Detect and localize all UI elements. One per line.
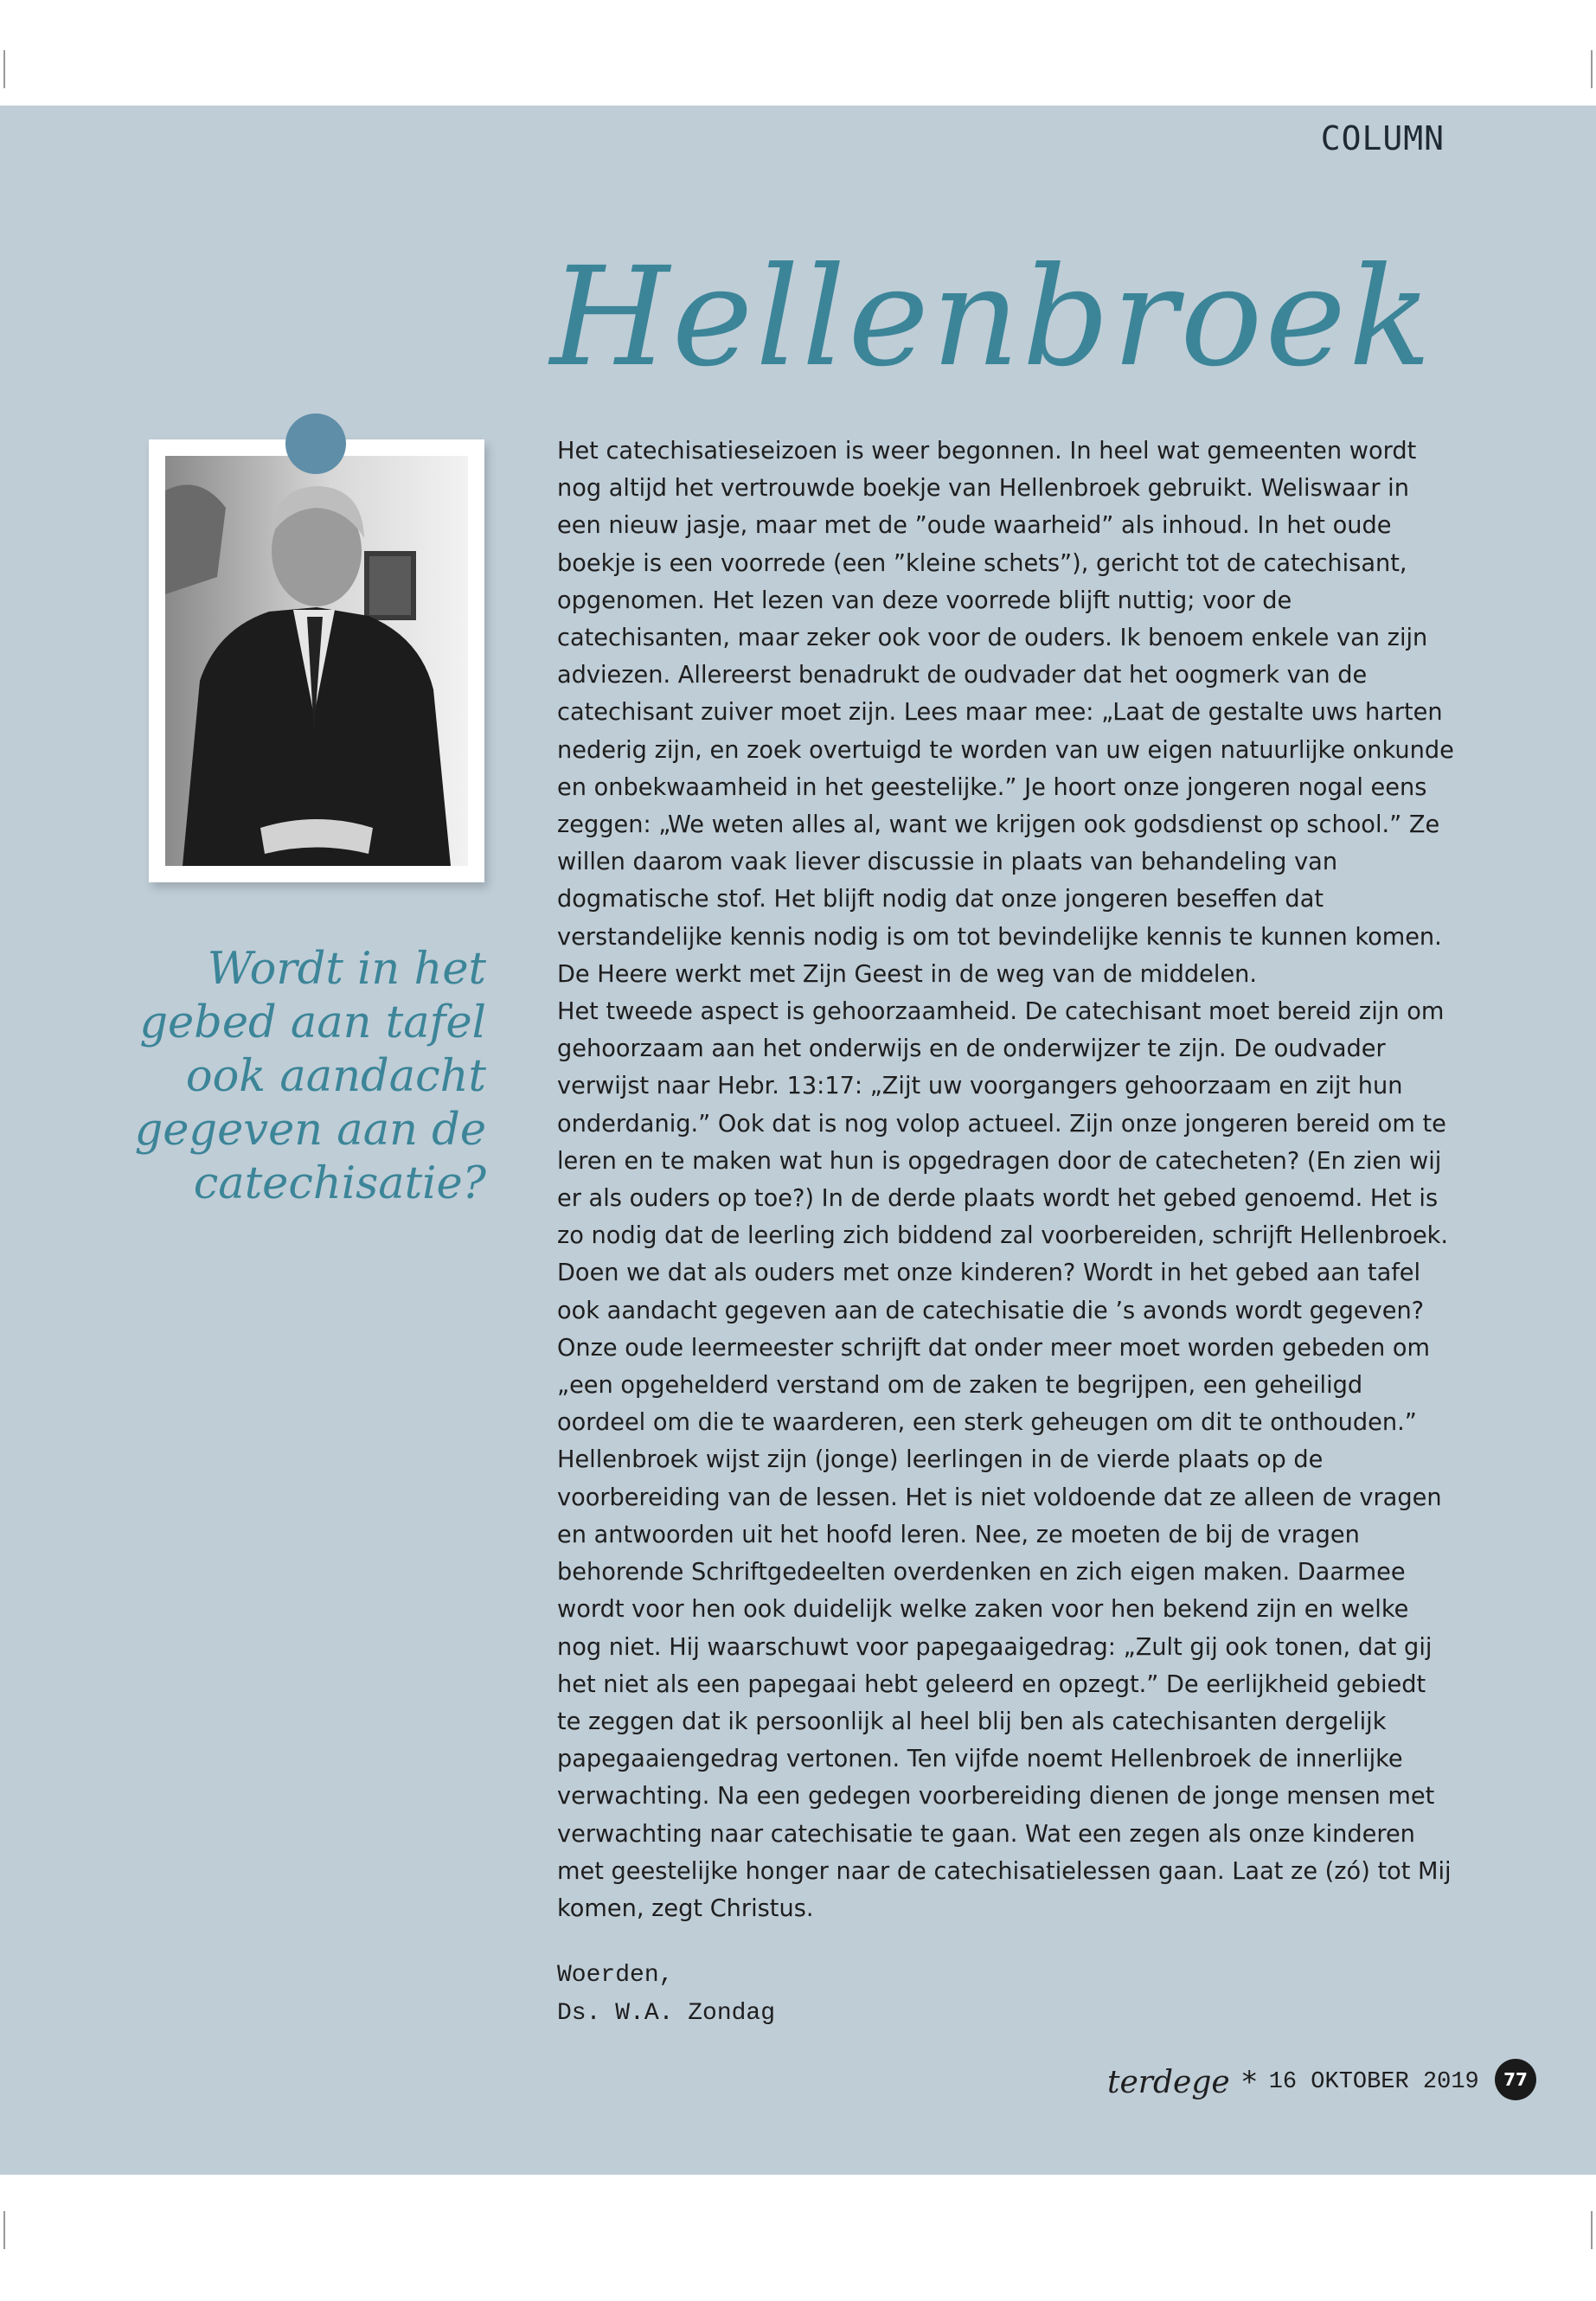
article-title: Hellenbroek bbox=[550, 238, 1434, 397]
crop-mark-bottom-right bbox=[1591, 2211, 1593, 2249]
section-label: COLUMN bbox=[1320, 119, 1445, 157]
article-body bbox=[557, 433, 1457, 1927]
body-paragraph: Het tweede aspect is gehoorzaamheid. De catechisant moet bereid zijn om gehoorzaam aan het onderwijs en de onderwijzer te zijn. De oudvader verwijst naar Hebr. 13:17: „Zijt uw voorgangers gehoorzaam en zijt hun onderdanig.” Ook dat is nog volop actueel. Zijn onze jongeren bereid om te leren en te maken wat hun is opgedragen door de catecheten? (En zien wij er als ouders op toe?) In de derde plaats wordt het gebed genoemd. Het is zo nodig dat de leerling zich biddend zal voorbereiden, schrijft Hellenbroek. Doen we dat als ouders met onze kinderen? Wordt in het gebed aan tafel ook aandacht gegeven aan de catechisatie die ’s avonds wordt gegeven? Onze oude leermeester schrijft dat onder meer moet worden gebeden om „een opgehelderd verstand om de zaken te begrijpen, een geheiligd oordeel om die te waarderen, een sterk geheugen om dit te onthouden.” Hellenbroek wijst zijn (jonge) leerlingen in de vierde plaats op de voorbereiding van de lessen. Het is niet voldoende dat ze alleen de vragen en antwoorden uit het hoofd leren. Nee, ze moeten de bij de vragen behorende Schriftgedeelten overdenken en zich eigen maken. Daarmee wordt voor hen ook duidelijk welke zaken voor hen bekend zijn en welke nog niet. Hij waarschuwt voor papegaaigedrag: „Zult gij ook tonen, dat gij het niet als een papegaai hebt geleerd en opzegt.” De eerlijkheid gebiedt te zeggen dat ik persoonlijk al heel blij ben als catechisanten dergelijk papegaaiengedrag vertonen. Ten vijfde noemt Hellenbroek de innerlijke verwachting. Na een gedegen voorbereiding dienen de jonge mensen met verwachting naar catechisatie te gaan. Wat een zegen als onze kinderen met geestelijke honger naar de catechisatielessen gaan. Laat ze (zó) tot Mij komen, zegt Christus. bbox=[557, 998, 1452, 1922]
signoff-place: Woerden, bbox=[557, 1962, 674, 1989]
magazine-name: terdege bbox=[1107, 2064, 1230, 2100]
page-number: 77 bbox=[1495, 2059, 1536, 2100]
pin-icon bbox=[285, 413, 346, 474]
crop-mark-bottom-left bbox=[3, 2211, 5, 2249]
signoff bbox=[557, 1957, 775, 2033]
author-photo bbox=[149, 439, 484, 882]
asterisk-icon: * bbox=[1241, 2065, 1257, 2099]
pull-quote: Wordt in het gebed aan tafel ook aandacht gegeven aan de catechisatie? bbox=[134, 944, 486, 1209]
crop-mark-top-left bbox=[3, 50, 5, 88]
body-paragraph: Het catechisatieseizoen is weer begonnen. In heel wat gemeenten wordt nog altijd het vertrouwde boekje van Hellenbroek gebruikt. Weliswaar in een nieuw jasje, maar met de ”oude waarheid” als inhoud. In het oude boekje is een voorrede (een ”kleine schets”), gericht tot de catechisant, opgenomen. Het lezen van deze voorrede blijft nuttig; voor de catechisanten, maar zeker ook voor de ouders. Ik benoem enkele van zijn adviezen. Allereerst benadrukt de oudvader dat het oogmerk van de catechisant zuiver moet zijn. Lees maar mee: „Laat de gestalte uws harten nederig zijn, en zoek overtuigd te worden van uw eigen natuurlijke onkunde en onbekwaamheid in het geestelijke.” Je hoort onze jongeren nogal eens zeggen: „We weten alles al, want we krijgen ook godsdienst op school.” Ze willen daarom vaak liever discussie in plaats van behandeling van dogmatische stof. Het blijft nodig dat onze jongeren beseffen dat verstandelijke kennis nodig is om tot bevindelijke kennis te kunnen komen. De Heere werkt met Zijn Geest in de weg van de middelen. bbox=[557, 438, 1454, 988]
author-portrait-image bbox=[165, 456, 468, 866]
crop-mark-top-right bbox=[1591, 50, 1593, 88]
footer bbox=[1107, 2062, 1479, 2102]
issue-date: 16 OKTOBER 2019 bbox=[1268, 2069, 1479, 2095]
signoff-author: Ds. W.A. Zondag bbox=[557, 2000, 776, 2027]
